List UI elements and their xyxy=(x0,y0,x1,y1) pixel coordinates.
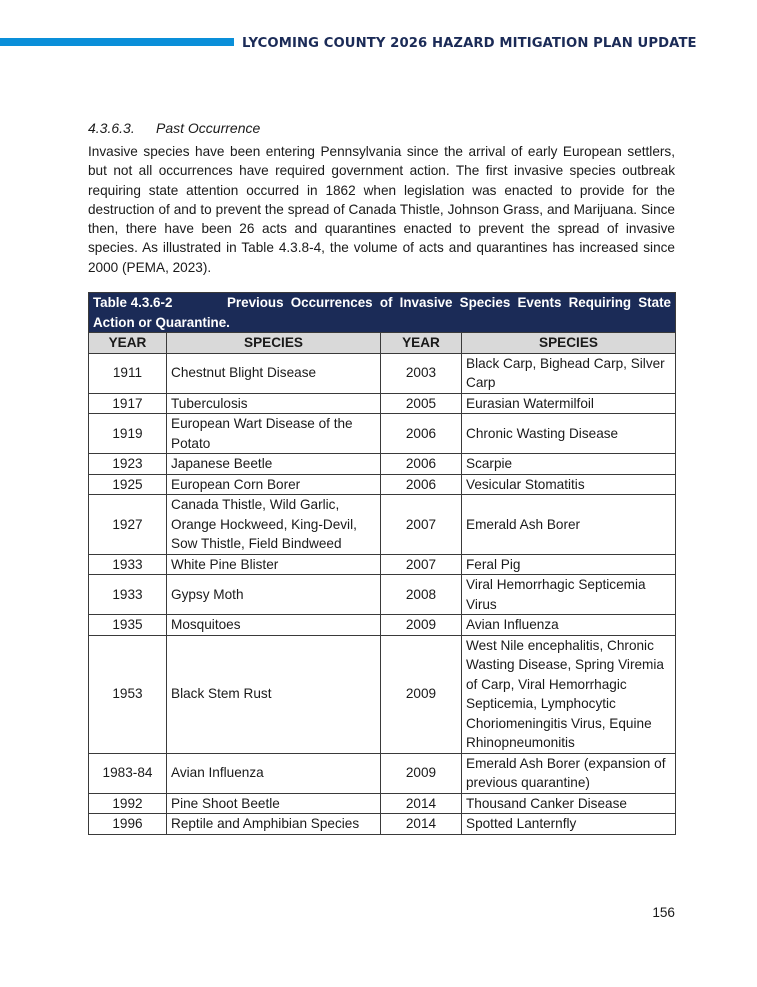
species-cell: Avian Influenza xyxy=(167,753,381,793)
year-cell: 1923 xyxy=(89,454,167,475)
year-cell: 2003 xyxy=(381,353,462,393)
species-cell: Scarpie xyxy=(462,454,676,475)
year-cell: 2008 xyxy=(381,575,462,615)
table-caption-label: Table 4.3.6-2 xyxy=(93,295,173,310)
species-cell: Chestnut Blight Disease xyxy=(167,353,381,393)
table-row xyxy=(89,635,676,753)
section-heading xyxy=(88,120,260,136)
species-cell: West Nile encephalitis, Chronic Wasting Disease, Spring Viremia of Carp, Viral Hemorrhagic Septicemia, Lymphocytic Choriomeningitis Virus, Equine Rhinopneumonitis xyxy=(462,635,676,753)
table-row xyxy=(89,495,676,555)
table-row xyxy=(89,814,676,835)
table-row xyxy=(89,414,676,454)
column-header-species: SPECIES xyxy=(167,333,381,354)
column-header-species: SPECIES xyxy=(462,333,676,354)
table-row xyxy=(89,474,676,495)
species-cell: Eurasian Watermilfoil xyxy=(462,393,676,414)
table-row xyxy=(89,393,676,414)
table-header-row xyxy=(89,333,676,354)
table-caption-text: Previous Occurrences of Invasive Species Events Requiring State Action or Quarantine. xyxy=(93,295,671,330)
species-cell: Black Stem Rust xyxy=(167,635,381,753)
species-cell: Avian Influenza xyxy=(462,615,676,636)
year-cell: 1935 xyxy=(89,615,167,636)
species-cell: White Pine Blister xyxy=(167,554,381,575)
species-cell: Vesicular Stomatitis xyxy=(462,474,676,495)
species-cell: Reptile and Amphibian Species xyxy=(167,814,381,835)
species-cell: Mosquitoes xyxy=(167,615,381,636)
year-cell: 2007 xyxy=(381,495,462,555)
table-row xyxy=(89,615,676,636)
species-cell: Black Carp, Bighead Carp, Silver Carp xyxy=(462,353,676,393)
year-cell: 2009 xyxy=(381,635,462,753)
species-cell: Feral Pig xyxy=(462,554,676,575)
species-cell: Spotted Lanternfly xyxy=(462,814,676,835)
species-cell: Pine Shoot Beetle xyxy=(167,793,381,814)
species-cell: Tuberculosis xyxy=(167,393,381,414)
header-accent-bar xyxy=(0,38,234,46)
year-cell: 1919 xyxy=(89,414,167,454)
section-paragraph: Invasive species have been entering Pennsylvania since the arrival of early European settlers, but not all occurrences have required government action. The first invasive species outbreak requiring state attention occurred in 1862 when legislation was enacted to provide for the destruction of and to prevent the spread of Canada Thistle, Johnson Grass, and Marijuana. Since then, there have been 26 acts and quarantines enacted to prevent the spread of invasive species. As illustrated in Table 4.3.8-4, the volume of acts and quarantines has increased since 2000 (PEMA, 2023). xyxy=(88,144,675,275)
year-cell: 2006 xyxy=(381,414,462,454)
table-row xyxy=(89,753,676,793)
table-caption xyxy=(89,293,676,333)
column-header-year: YEAR xyxy=(89,333,167,354)
section-number: 4.3.6.3. xyxy=(88,120,135,136)
table-caption-row xyxy=(89,293,676,333)
year-cell: 2006 xyxy=(381,454,462,475)
year-cell: 1925 xyxy=(89,474,167,495)
year-cell: 1992 xyxy=(89,793,167,814)
species-cell: Japanese Beetle xyxy=(167,454,381,475)
column-header-year: YEAR xyxy=(381,333,462,354)
species-cell: Thousand Canker Disease xyxy=(462,793,676,814)
section-title: Past Occurrence xyxy=(156,120,261,136)
species-cell: Chronic Wasting Disease xyxy=(462,414,676,454)
year-cell: 1911 xyxy=(89,353,167,393)
year-cell: 1933 xyxy=(89,554,167,575)
table-row xyxy=(89,575,676,615)
year-cell: 1983-84 xyxy=(89,753,167,793)
species-cell: Canada Thistle, Wild Garlic, Orange Hockweed, King-Devil, Sow Thistle, Field Bindweed xyxy=(167,495,381,555)
species-cell: Gypsy Moth xyxy=(167,575,381,615)
year-cell: 2014 xyxy=(381,793,462,814)
year-cell: 2009 xyxy=(381,753,462,793)
document-header-title: LYCOMING COUNTY 2026 HAZARD MITIGATION PLAN UPDATE xyxy=(242,36,697,51)
page-number: 156 xyxy=(652,905,675,920)
species-cell: Emerald Ash Borer (expansion of previous quarantine) xyxy=(462,753,676,793)
year-cell: 2006 xyxy=(381,474,462,495)
occurrence-table xyxy=(88,292,676,835)
year-cell: 1953 xyxy=(89,635,167,753)
species-cell: Emerald Ash Borer xyxy=(462,495,676,555)
year-cell: 1917 xyxy=(89,393,167,414)
table-row xyxy=(89,554,676,575)
year-cell: 1996 xyxy=(89,814,167,835)
year-cell: 2005 xyxy=(381,393,462,414)
species-cell: European Corn Borer xyxy=(167,474,381,495)
table-row xyxy=(89,353,676,393)
species-cell: European Wart Disease of the Potato xyxy=(167,414,381,454)
year-cell: 1933 xyxy=(89,575,167,615)
table-row xyxy=(89,793,676,814)
year-cell: 2014 xyxy=(381,814,462,835)
year-cell: 2007 xyxy=(381,554,462,575)
table-row xyxy=(89,454,676,475)
year-cell: 2009 xyxy=(381,615,462,636)
species-cell: Viral Hemorrhagic Septicemia Virus xyxy=(462,575,676,615)
year-cell: 1927 xyxy=(89,495,167,555)
